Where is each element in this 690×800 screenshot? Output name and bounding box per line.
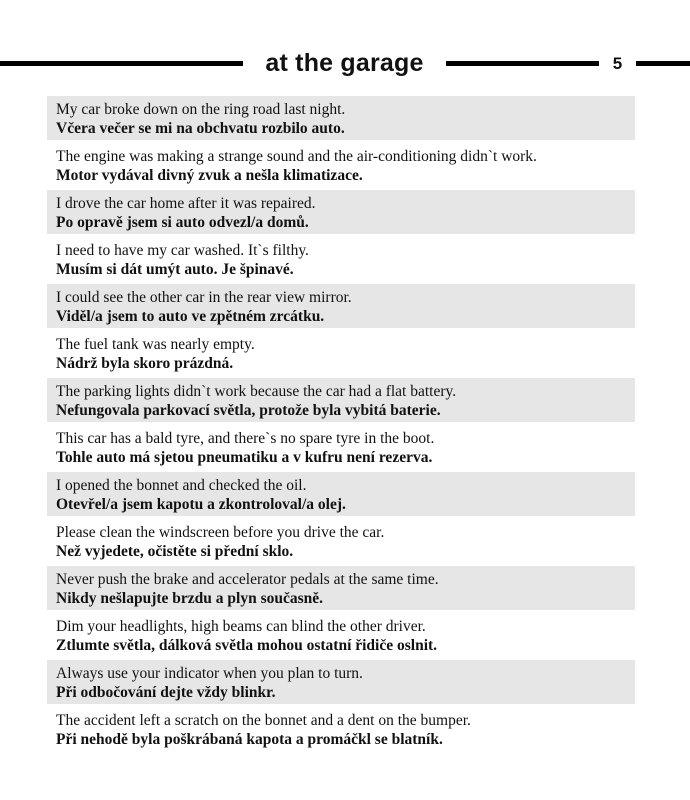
english-sentence: I drove the car home after it was repaired. [56,195,316,212]
page-title: at the garage [265,49,424,77]
czech-translation: Nefungovala parkovací světla, protože byla vybitá baterie. [56,402,441,419]
czech-translation: Ztlumte světla, dálková světla mohou ostatní řidiče oslnit. [56,637,438,654]
phrase-list [47,96,635,754]
english-sentence: I need to have my car washed. It`s filthy. [56,242,309,259]
english-sentence: The fuel tank was nearly empty. [56,336,255,353]
czech-translation: Nikdy nešlapujte brzdu a plyn současně. [56,590,324,607]
english-sentence: The engine was making a strange sound and the air-conditioning didn`t work. [56,148,537,165]
czech-translation: Tohle auto má sjetou pneumatiku a v kufru není rezerva. [56,449,433,466]
phrase-item [47,566,635,610]
english-sentence: The accident left a scratch on the bonnet and a dent on the bumper. [56,712,471,729]
phrase-item [47,143,635,187]
header-rule-left [0,61,243,66]
phrase-item [47,96,635,140]
header-rule-middle [446,61,599,66]
phrase-item [47,378,635,422]
english-sentence: Never push the brake and accelerator pedals at the same time. [56,571,439,588]
header-rule-right [636,61,690,66]
phrase-item [47,425,635,469]
english-sentence: I opened the bonnet and checked the oil. [56,477,307,494]
phrase-item [47,660,635,704]
english-sentence: The parking lights didn`t work because the car had a flat battery. [56,383,457,400]
czech-translation: Nádrž byla skoro prázdná. [56,355,234,372]
phrase-item [47,331,635,375]
english-sentence: I could see the other car in the rear view mirror. [56,289,352,306]
czech-translation: Při nehodě byla poškrábaná kapota a promáčkl se blatník. [56,731,443,748]
phrase-item [47,519,635,563]
page-header [0,48,690,80]
czech-translation: Otevřel/a jsem kapotu a zkontroloval/a olej. [56,496,346,513]
czech-translation: Viděl/a jsem to auto ve zpětném zrcátku. [56,308,325,325]
english-sentence: Dim your headlights, high beams can blind the other driver. [56,618,426,635]
phrase-item [47,190,635,234]
phrase-item [47,284,635,328]
phrase-item [47,237,635,281]
phrase-item [47,472,635,516]
phrase-item [47,707,635,751]
english-sentence: Please clean the windscreen before you drive the car. [56,524,385,541]
phrase-item [47,613,635,657]
czech-translation: Při odbočování dejte vždy blinkr. [56,684,276,701]
czech-translation: Musím si dát umýt auto. Je špinavé. [56,261,294,278]
czech-translation: Včera večer se mi na obchvatu rozbilo auto. [56,120,345,137]
english-sentence: My car broke down on the ring road last night. [56,101,346,118]
czech-translation: Po opravě jsem si auto odvezl/a domů. [56,214,309,231]
page-number: 5 [612,54,623,73]
english-sentence: Always use your indicator when you plan to turn. [56,665,363,682]
czech-translation: Motor vydával divný zvuk a nešla klimatizace. [56,167,363,184]
english-sentence: This car has a bald tyre, and there`s no spare tyre in the boot. [56,430,435,447]
czech-translation: Než vyjedete, očistěte si přední sklo. [56,543,294,560]
